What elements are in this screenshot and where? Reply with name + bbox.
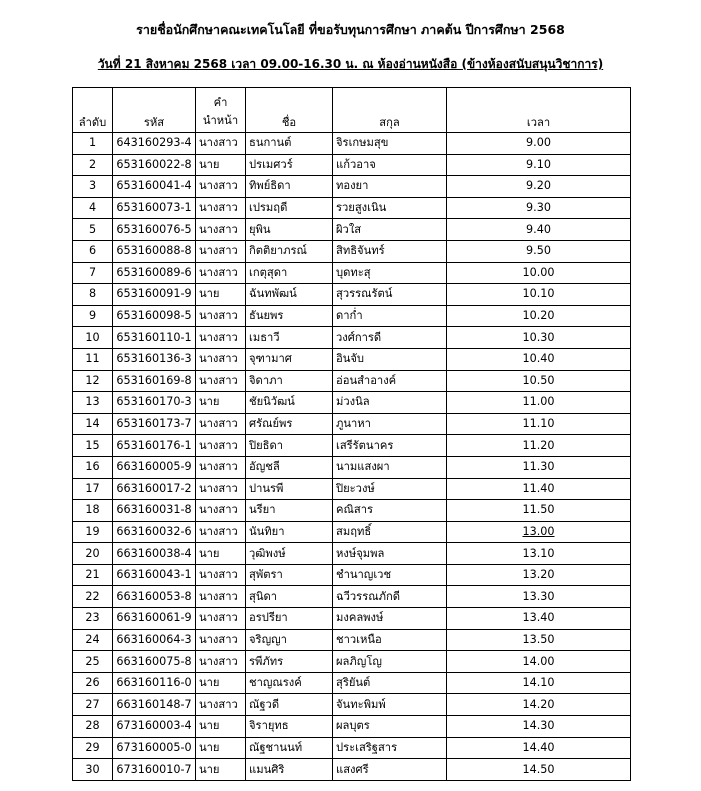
header-time: เวลา [447, 88, 631, 133]
cell-no: 13 [73, 392, 113, 414]
table-row [73, 737, 631, 759]
cell-student-id: 673160005-0 [113, 737, 196, 759]
cell-student-id: 653160091-9 [113, 284, 196, 306]
cell-time: 14.10 [447, 672, 631, 694]
table-row [73, 348, 631, 370]
cell-time: 10.50 [447, 370, 631, 392]
cell-no: 3 [73, 176, 113, 198]
cell-prefix: นาย [196, 154, 246, 176]
table-row [73, 197, 631, 219]
cell-last-name: ปิยะวงษ์ [333, 478, 447, 500]
cell-time: 11.10 [447, 413, 631, 435]
table-row [73, 133, 631, 155]
cell-time: 9.40 [447, 219, 631, 241]
cell-last-name: จิรเกษมสุข [333, 133, 447, 155]
cell-time: 10.20 [447, 305, 631, 327]
cell-last-name: สุวรรณรัตน์ [333, 284, 447, 306]
cell-first-name: ฉันทพัฒน์ [246, 284, 333, 306]
cell-time: 11.40 [447, 478, 631, 500]
cell-student-id: 663160064-3 [113, 629, 196, 651]
cell-no: 21 [73, 564, 113, 586]
cell-first-name: ธนกานต์ [246, 133, 333, 155]
cell-prefix: นางสาว [196, 651, 246, 673]
header-no: ลำดับ [73, 88, 113, 133]
cell-student-id: 653160136-3 [113, 348, 196, 370]
cell-last-name: แสงศรี [333, 759, 447, 781]
cell-first-name: เกตุสุดา [246, 262, 333, 284]
cell-last-name: ประเสริฐสาร [333, 737, 447, 759]
cell-student-id: 653160088-8 [113, 240, 196, 262]
table-row [73, 543, 631, 565]
cell-last-name: ม่วงนิล [333, 392, 447, 414]
cell-student-id: 653160110-1 [113, 327, 196, 349]
cell-first-name: จิรายุทธ [246, 716, 333, 738]
cell-first-name: สุนิดา [246, 586, 333, 608]
cell-prefix: นาย [196, 284, 246, 306]
cell-last-name: ชาวเหนือ [333, 629, 447, 651]
cell-first-name: ธันยพร [246, 305, 333, 327]
cell-first-name: ปานรพี [246, 478, 333, 500]
cell-prefix: นางสาว [196, 413, 246, 435]
cell-first-name: วุฒิพงษ์ [246, 543, 333, 565]
cell-first-name: อรปรียา [246, 608, 333, 630]
table-row [73, 629, 631, 651]
cell-first-name: จุฑามาศ [246, 348, 333, 370]
cell-prefix: นางสาว [196, 435, 246, 457]
cell-first-name: กิตติยาภรณ์ [246, 240, 333, 262]
cell-student-id: 673160003-4 [113, 716, 196, 738]
cell-student-id: 673160010-7 [113, 759, 196, 781]
cell-no: 26 [73, 672, 113, 694]
table-row [73, 413, 631, 435]
cell-student-id: 663160043-1 [113, 564, 196, 586]
cell-prefix: นาย [196, 392, 246, 414]
cell-student-id: 663160032-6 [113, 521, 196, 543]
table-row [73, 240, 631, 262]
cell-prefix: นาย [196, 737, 246, 759]
cell-last-name: อินจับ [333, 348, 447, 370]
table-row [73, 651, 631, 673]
header-last-name: สกุล [333, 88, 447, 133]
cell-last-name: ผิวใส [333, 219, 447, 241]
cell-time: 13.00 [447, 521, 631, 543]
cell-prefix: นางสาว [196, 133, 246, 155]
cell-first-name: ปิยธิดา [246, 435, 333, 457]
cell-first-name: ชาญณรงค์ [246, 672, 333, 694]
cell-prefix: นางสาว [196, 500, 246, 522]
cell-student-id: 663160005-9 [113, 456, 196, 478]
cell-time: 9.00 [447, 133, 631, 155]
cell-no: 19 [73, 521, 113, 543]
cell-last-name: แก้วอาจ [333, 154, 447, 176]
cell-last-name: สุริยันต์ [333, 672, 447, 694]
cell-prefix: นางสาว [196, 564, 246, 586]
cell-time: 9.10 [447, 154, 631, 176]
cell-student-id: 653160176-1 [113, 435, 196, 457]
cell-last-name: บุดทะสุ [333, 262, 447, 284]
cell-no: 7 [73, 262, 113, 284]
cell-first-name: นรียา [246, 500, 333, 522]
cell-prefix: นางสาว [196, 219, 246, 241]
table-row [73, 672, 631, 694]
cell-first-name: รพีภัทร [246, 651, 333, 673]
document-title: รายชื่อนักศึกษาคณะเทคโนโลยี ที่ขอรับทุนการศึกษา ภาคต้น ปีการศึกษา 2568 [136, 22, 565, 37]
cell-first-name: ณัฐวดี [246, 694, 333, 716]
cell-student-id: 643160293-4 [113, 133, 196, 155]
cell-first-name: จริญญา [246, 629, 333, 651]
cell-last-name: อ่อนสำอางค์ [333, 370, 447, 392]
table-row [73, 154, 631, 176]
table-row [73, 176, 631, 198]
table-row [73, 521, 631, 543]
cell-first-name: สุพัตรา [246, 564, 333, 586]
cell-no: 1 [73, 133, 113, 155]
cell-time: 13.50 [447, 629, 631, 651]
cell-prefix: นางสาว [196, 629, 246, 651]
cell-student-id: 663160116-0 [113, 672, 196, 694]
cell-first-name: นันทิยา [246, 521, 333, 543]
cell-first-name: เปรมฤดี [246, 197, 333, 219]
cell-last-name: เสรีรัตนาคร [333, 435, 447, 457]
cell-last-name: จันทะพิมพ์ [333, 694, 447, 716]
cell-time: 10.30 [447, 327, 631, 349]
cell-no: 14 [73, 413, 113, 435]
header-prefix-line2: นำหน้า [202, 114, 239, 127]
cell-student-id: 653160089-6 [113, 262, 196, 284]
cell-prefix: นาย [196, 716, 246, 738]
cell-no: 15 [73, 435, 113, 457]
cell-student-id: 653160022-8 [113, 154, 196, 176]
table-row [73, 608, 631, 630]
cell-last-name: ผลบุตร [333, 716, 447, 738]
cell-last-name: สิทธิจันทร์ [333, 240, 447, 262]
cell-last-name: วงศ์การดี [333, 327, 447, 349]
table-row [73, 500, 631, 522]
cell-student-id: 653160098-5 [113, 305, 196, 327]
cell-no: 27 [73, 694, 113, 716]
cell-prefix: นาย [196, 759, 246, 781]
document-subtitle: วันที่ 21 สิงหาคม 2568 เวลา 09.00-16.30 น. ณ ห้องอ่านหนังสือ (ข้างห้องสนับสนุนวิชาการ) [97, 57, 604, 71]
cell-last-name: ฉวีวรรณภักดี [333, 586, 447, 608]
cell-prefix: นางสาว [196, 456, 246, 478]
cell-no: 18 [73, 500, 113, 522]
cell-no: 17 [73, 478, 113, 500]
cell-time: 14.00 [447, 651, 631, 673]
cell-time: 13.30 [447, 586, 631, 608]
cell-first-name: จิดาภา [246, 370, 333, 392]
header-row [73, 88, 631, 133]
table-body [73, 133, 631, 781]
cell-prefix: นางสาว [196, 608, 246, 630]
table-row [73, 284, 631, 306]
cell-student-id: 663160031-8 [113, 500, 196, 522]
cell-student-id: 663160017-2 [113, 478, 196, 500]
cell-student-id: 653160173-7 [113, 413, 196, 435]
cell-last-name: หงษ์จุมพล [333, 543, 447, 565]
cell-prefix: นางสาว [196, 176, 246, 198]
cell-no: 30 [73, 759, 113, 781]
cell-no: 8 [73, 284, 113, 306]
table-row [73, 564, 631, 586]
cell-last-name: มงคลพงษ์ [333, 608, 447, 630]
table-row [73, 262, 631, 284]
header-first-name: ชื่อ [246, 88, 333, 133]
cell-first-name: ทิพย์ธิดา [246, 176, 333, 198]
cell-student-id: 663160148-7 [113, 694, 196, 716]
cell-prefix: นางสาว [196, 348, 246, 370]
cell-no: 2 [73, 154, 113, 176]
cell-prefix: นางสาว [196, 240, 246, 262]
cell-time: 9.30 [447, 197, 631, 219]
cell-time: 14.20 [447, 694, 631, 716]
table-row [73, 305, 631, 327]
table-row [73, 759, 631, 781]
table-row [73, 219, 631, 241]
table-header [73, 88, 631, 133]
cell-time: 11.30 [447, 456, 631, 478]
cell-student-id: 653160076-5 [113, 219, 196, 241]
cell-no: 16 [73, 456, 113, 478]
cell-no: 12 [73, 370, 113, 392]
cell-last-name: ภูนาหา [333, 413, 447, 435]
table-row [73, 586, 631, 608]
cell-prefix: นางสาว [196, 586, 246, 608]
table-row [73, 716, 631, 738]
cell-no: 24 [73, 629, 113, 651]
cell-first-name: อัญชลี [246, 456, 333, 478]
table-row [73, 327, 631, 349]
cell-time: 10.10 [447, 284, 631, 306]
cell-prefix: นางสาว [196, 197, 246, 219]
cell-no: 6 [73, 240, 113, 262]
cell-time: 11.00 [447, 392, 631, 414]
cell-prefix: นาย [196, 672, 246, 694]
cell-prefix: นางสาว [196, 478, 246, 500]
cell-last-name: รวยสูงเนิน [333, 197, 447, 219]
table-row [73, 456, 631, 478]
cell-student-id: 663160061-9 [113, 608, 196, 630]
cell-student-id: 653160041-4 [113, 176, 196, 198]
header-prefix [196, 88, 246, 133]
cell-first-name: ณัฐชานนท์ [246, 737, 333, 759]
cell-student-id: 653160169-8 [113, 370, 196, 392]
cell-prefix: นาย [196, 543, 246, 565]
table-row [73, 370, 631, 392]
cell-last-name: ทองยา [333, 176, 447, 198]
cell-student-id: 653160170-3 [113, 392, 196, 414]
cell-first-name: เมธาวี [246, 327, 333, 349]
cell-no: 11 [73, 348, 113, 370]
cell-prefix: นางสาว [196, 305, 246, 327]
cell-last-name: ชำนาญเวช [333, 564, 447, 586]
cell-time: 14.50 [447, 759, 631, 781]
cell-last-name: คณิสาร [333, 500, 447, 522]
cell-last-name: ผลภิญโญ [333, 651, 447, 673]
cell-first-name: ปรเมศวร์ [246, 154, 333, 176]
cell-no: 10 [73, 327, 113, 349]
cell-prefix: นางสาว [196, 327, 246, 349]
student-schedule-table [72, 87, 631, 781]
cell-student-id: 663160075-8 [113, 651, 196, 673]
cell-no: 20 [73, 543, 113, 565]
cell-no: 4 [73, 197, 113, 219]
table-row [73, 694, 631, 716]
cell-prefix: นางสาว [196, 694, 246, 716]
cell-no: 28 [73, 716, 113, 738]
cell-time: 11.50 [447, 500, 631, 522]
cell-time: 14.40 [447, 737, 631, 759]
table-row [73, 478, 631, 500]
cell-last-name: ดาก่ำ [333, 305, 447, 327]
cell-no: 25 [73, 651, 113, 673]
cell-prefix: นางสาว [196, 521, 246, 543]
cell-time: 11.20 [447, 435, 631, 457]
cell-time: 10.40 [447, 348, 631, 370]
cell-no: 23 [73, 608, 113, 630]
table-row [73, 392, 631, 414]
cell-no: 22 [73, 586, 113, 608]
cell-first-name: ศรัณย์พร [246, 413, 333, 435]
cell-no: 29 [73, 737, 113, 759]
cell-student-id: 663160053-8 [113, 586, 196, 608]
cell-last-name: นามแสงผา [333, 456, 447, 478]
cell-student-id: 653160073-1 [113, 197, 196, 219]
cell-first-name: ชัยนิวัฒน์ [246, 392, 333, 414]
cell-time: 14.30 [447, 716, 631, 738]
cell-time: 9.20 [447, 176, 631, 198]
cell-time: 13.10 [447, 543, 631, 565]
header-prefix-line1: คำ [213, 96, 228, 109]
table-row [73, 435, 631, 457]
cell-student-id: 663160038-4 [113, 543, 196, 565]
header-student-id: รหัส [113, 88, 196, 133]
cell-time: 13.20 [447, 564, 631, 586]
cell-prefix: นางสาว [196, 262, 246, 284]
cell-last-name: สมฤทธิ์ [333, 521, 447, 543]
cell-no: 9 [73, 305, 113, 327]
cell-time: 10.00 [447, 262, 631, 284]
cell-time: 9.50 [447, 240, 631, 262]
cell-time: 13.40 [447, 608, 631, 630]
cell-first-name: ยุพิน [246, 219, 333, 241]
cell-prefix: นางสาว [196, 370, 246, 392]
cell-first-name: แมนศิริ [246, 759, 333, 781]
cell-no: 5 [73, 219, 113, 241]
